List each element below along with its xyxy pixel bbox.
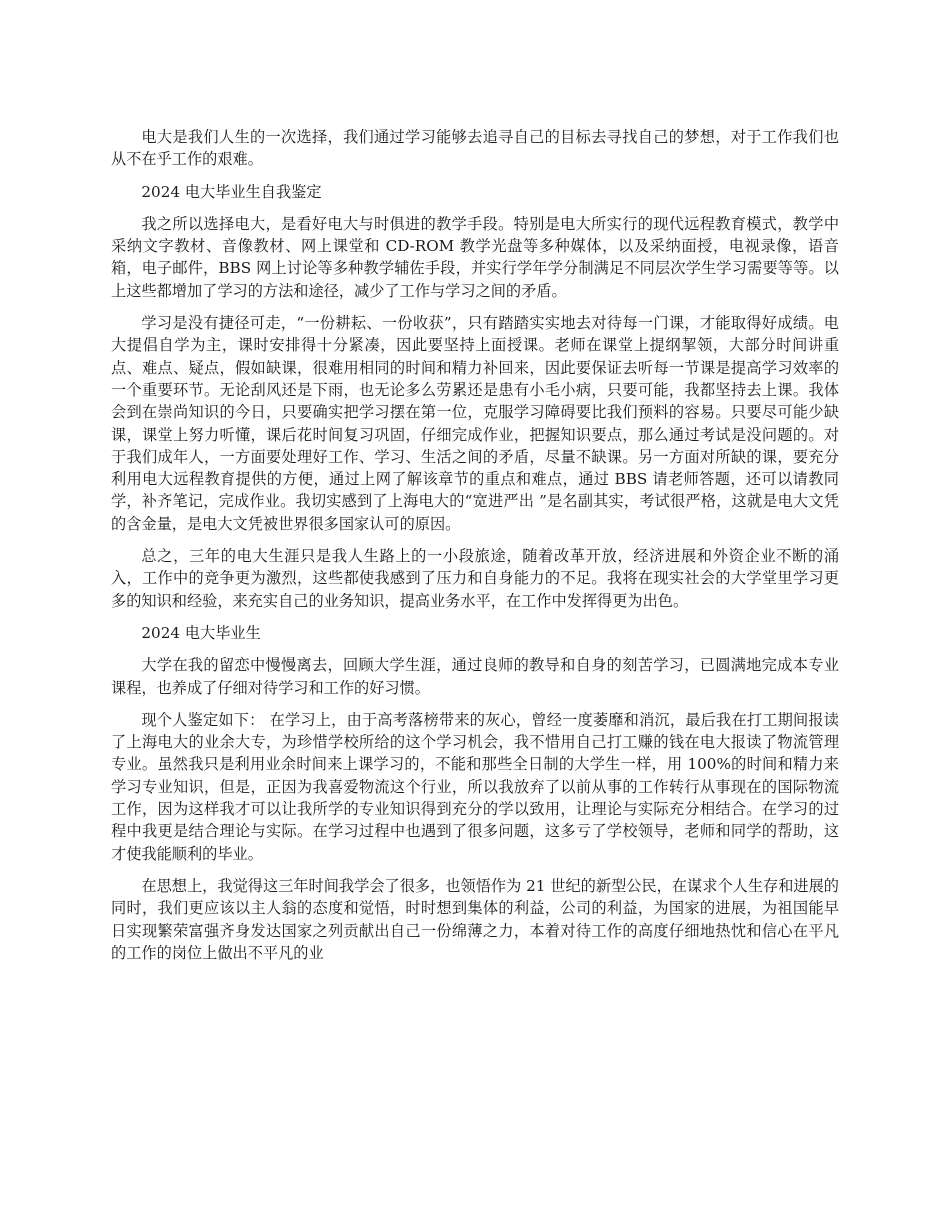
paragraph-intro: 电大是我们人生的一次选择，我们通过学习能够去追寻自己的目标去寻找自己的梦想，对于工作我们也从不在乎工作的艰难。 (111, 128, 839, 169)
paragraph-why-tvu: 我之所以选择电大，是看好电大与时俱进的教学手段。特别是电大所实行的现代远程教育模式，教学中采纳文字教材、音像教材、网上课堂和 CD-ROM 教学光盘等多种媒体，以及采纳面授，电视录像，语音箱，电子邮件，BBS 网上讨论等多种教学辅佐手段，并实行学年学分制满足不同层次学生学习需要等等。以上这些都增加了学习的方法和途径，减少了工作与学习之间的矛盾。 (111, 214, 839, 300)
section-heading-graduate: 2024 电大毕业生 (141, 623, 261, 642)
paragraph-university-review: 大学在我的留恋中慢慢离去，回顾大学生涯，通过良师的教导和自身的刻苦学习，已圆满地完成本专业课程，也养成了仔细对待学习和工作的好习惯。 (111, 656, 839, 697)
paragraph-study-approach: 学习是没有捷径可走，“一份耕耘、一份收获”，只有踏踏实实地去对待每一门课，才能取得好成绩。电大提倡自学为主，课时安排得十分紧凑，因此要坚持上面授课。老师在课堂上提纲挈领，大部分时间讲重点、难点、疑点，假如缺课，很难用相同的时间和精力补回来，因此要保证去听每一节课是提高学习效率的一个重要环节。无论刮风还是下雨，也无论多么劳累还是患有小毛小病，只要可能，我都坚持去上课。我体会到在崇尚知识的今日，只要确实把学习摆在第一位，克服学习障碍要比我们预料的容易。只要尽可能少缺课，课堂上努力听懂，课后花时间复习巩固，仔细完成作业，把握知识要点，那么通过考试是没问题的。对于我们成年人，一方面要处理好工作、学习、生活之间的矛盾，尽量不缺课。另一方面对所缺的课，要充分利用电大远程教育提供的方便，通过上网了解该章节的重点和难点，通过 BBS 请老师答题，还可以请教同学，补齐笔记，完成作业。我切实感到了上海电大的“宽进严出 ”是名副其实，考试很严格，这就是电大文凭的含金量，是电大文凭被世界很多国家认可的原因。 (111, 314, 839, 533)
paragraph-personal-appraisal: 现个人鉴定如下： 在学习上，由于高考落榜带来的灰心，曾经一度萎靡和消沉，最后我在打工期间报读了上海电大的业余大专，为珍惜学校所给的这个学习机会，我不惜用自己打工赚的钱在电大报读了物流管理专业。虽然我只是利用业余时间来上课学习的，不能和那些全日制的大学生一样，用 100%的时间和精力来学习专业知识，但是，正因为我喜爱物流这个行业，所以我放弃了以前从事的工作转行从事现在的国际物流工作，因为这样我才可以让我所学的专业知识得到充分的学以致用，让理论与实际充分相结合。在学习的过程中我更是结合理论与实际。在学习过程中也遇到了很多问题，这多亏了学校领导，老师和同学的帮助，这才使我能顺利的毕业。 (111, 710, 839, 863)
paragraph-conclusion: 总之，三年的电大生涯只是我人生路上的一小段旅途，随着改革开放，经济进展和外资企业不断的涌入，工作中的竞争更为激烈，这些都使我感到了压力和自身能力的不足。我将在现实社会的大学堂里学习更多的知识和经验，来充实自己的业务知识，提高业务水平，在工作中发挥得更为出色。 (111, 547, 839, 610)
section-heading-self-appraisal: 2024 电大毕业生自我鉴定 (141, 182, 322, 201)
document-page (111, 126, 839, 974)
paragraph-thoughts: 在思想上，我觉得这三年时间我学会了很多，也领悟作为 21 世纪的新型公民，在谋求个人生存和进展的同时，我们更应该以主人翁的态度和觉悟，时时想到集体的利益，公司的利益，为国家的进展，为祖国能早日实现繁荣富强齐身发达国家之列贡献出自己一份绵薄之力，本着对待工作的高度仔细地热忱和信心在平凡的工作的岗位上做出不平凡的业 (111, 876, 839, 962)
